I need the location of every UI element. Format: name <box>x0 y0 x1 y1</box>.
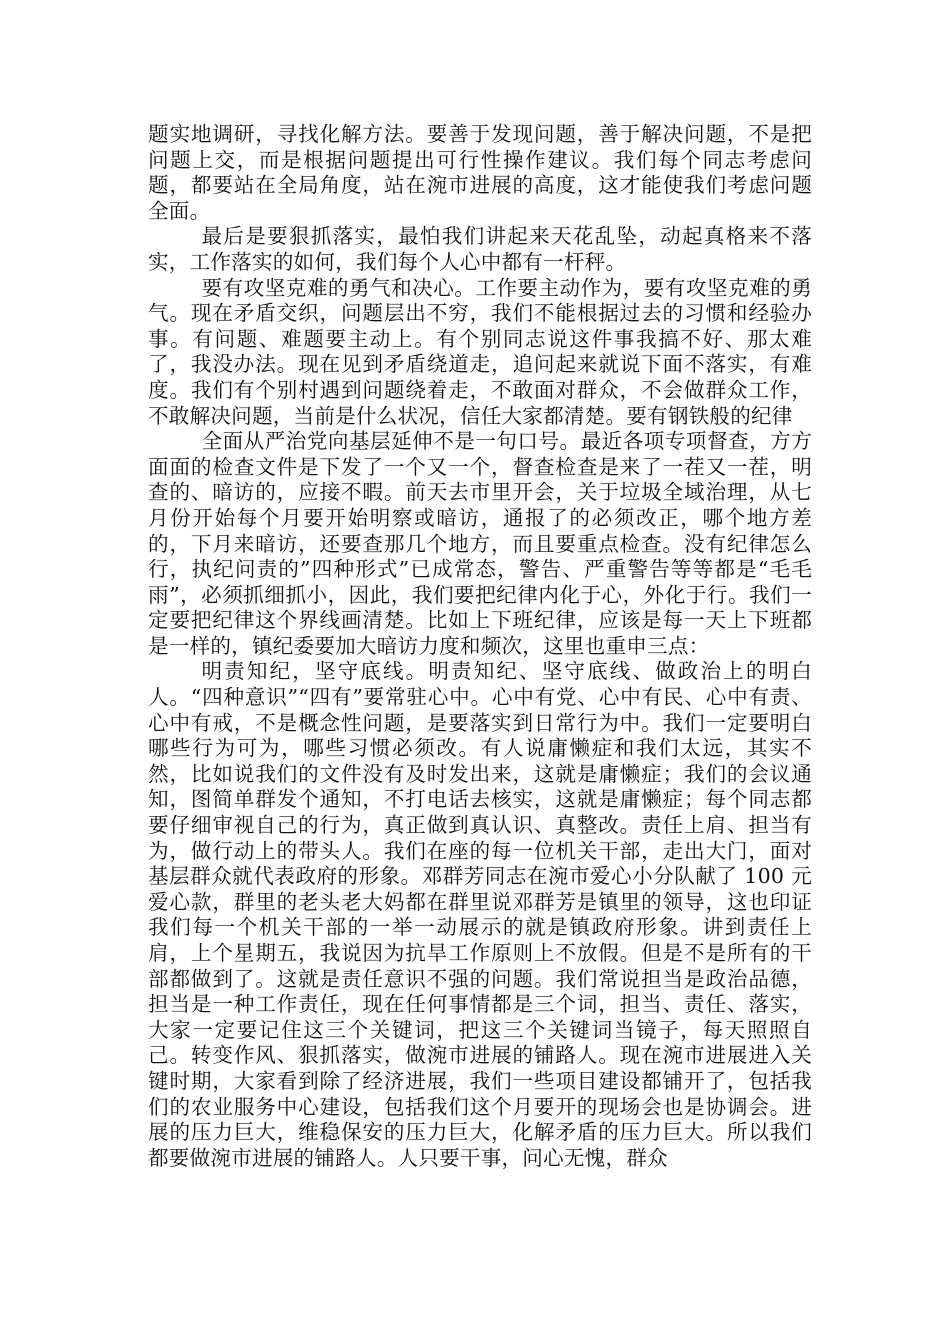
paragraph-1: 题实地调研，寻找化解方法。要善于发现问题，善于解决问题，不是把问题上交，而是根据问题提出可行性操作建议。我们每个同志考虑问题，都要站在全局角度，站在涴市进展的高度，这才能使我们考虑问题全面。 <box>148 122 812 223</box>
paragraph-4: 全面从严治党向基层延伸不是一句口号。最近各项专项督查，方方面面的检查文件是下发了一个又一个，督查检查是来了一茬又一茬，明查的、暗访的，应接不暇。前天去市里开会，关于垃圾全域治理，从七月份开始每个月要开始明察或暗访，通报了的必须改正，哪个地方差的，下月来暗访，还要查那几个地方，而且要重点检查。没有纪律怎么行，执纪问责的”四种形式”已成常态，警告、严重警告等等都是“毛毛雨”，必须抓细抓小，因此，我们要把纪律内化于心，外化于行。我们一定要把纪律这个界线画清楚。比如上下班纪律，应该是每一天上下班都是一样的，镇纪委要加大暗访力度和频次，这里也重申三点： <box>148 429 812 658</box>
paragraph-3: 要有攻坚克难的勇气和决心。工作要主动作为，要有攻坚克难的勇气。现在矛盾交织，问题层出不穷，我们不能根据过去的习惯和经验办事。有问题、难题要主动上。有个别同志说这件事我搞不好、那太难了，我没办法。现在见到矛盾绕道走，追问起来就说下面不落实，有难度。我们有个别村遇到问题绕着走，不敢面对群众，不会做群众工作，不敢解决问题，当前是什么状况，信任大家都清楚。要有钢铁般的纪律 <box>148 275 812 428</box>
paragraph-2: 最后是要狠抓落实，最怕我们讲起来天花乱坠，动起真格来不落实，工作落实的如何，我们每个人心中都有一杆秤。 <box>148 224 812 274</box>
paragraph-5: 明责知纪，坚守底线。明责知纪、坚守底线、做政治上的明白人。“四种意识”“四有”要常驻心中。心中有党、心中有民、心中有责、心中有戒，不是概念性问题，是要落实到日常行为中。我们一定要明白哪些行为可为，哪些习惯必须改。有人说庸懒症和我们太远，其实不然，比如说我们的文件没有及时发出来，这就是庸懒症；我们的会议通知，图简单群发个通知，不打电话去核实，这就是庸懒症；每个同志都要仔细审视自己的行为，真正做到真认识、真整改。责任上肩、担当有为，做行动上的带头人。我们在座的每一位机关干部，走出大门，面对基层群众就代表政府的形象。邓群芳同志在涴市爱心小分队献了 100 元爱心款，群里的老头老大妈都在群里说邓群芳是镇里的领导，这也印证我们每一个机关干部的一举一动展示的就是镇政府形象。讲到责任上肩，上个星期五，我说因为抗旱工作原则上不放假。但是不是所有的干部都做到了。这就是责任意识不强的问题。我们常说担当是政治品德，担当是一种工作责任，现在任何事情都是三个词，担当、责任、落实，大家一定要记住这三个关键词，把这三个关键词当镜子，每天照照自己。转变作风、狠抓落实，做涴市进展的铺路人。现在涴市进展进入关键时期，大家看到除了经济进展，我们一些项目建设都铺开了，包括我们的农业服务中心建设，包括我们这个月要开的现场会也是协调会。进展的压力巨大，维稳保安的压力巨大，化解矛盾的压力巨大。所以我们都要做涴市进展的铺路人。人只要干事，问心无愧，群众 <box>148 659 812 1170</box>
document-body <box>148 122 812 1171</box>
